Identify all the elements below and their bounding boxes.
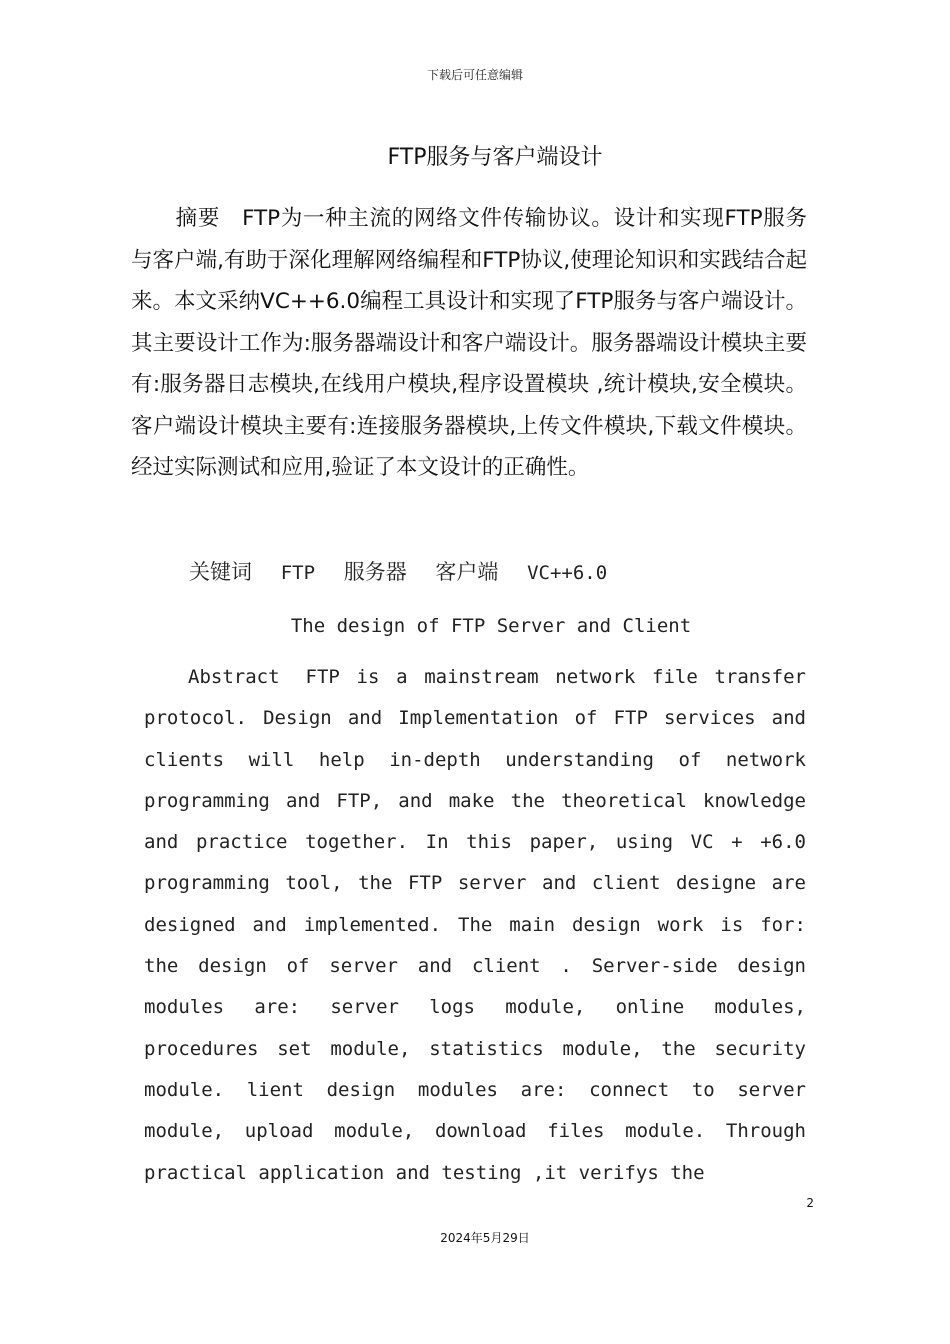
chinese-abstract-label: 摘要 (175, 206, 221, 231)
keyword-item: VC++6.0 (527, 562, 608, 584)
chinese-abstract-text: FTP为一种主流的网络文件传输协议。设计和实现FTP服务与客户端,有助于深化理解网络编程和FTP协议,使理论知识和实践结合起来。本文采纳VC++6.0编程工具设计和实现了FTP服务与客户端设计。其主要设计工作为:服务器端设计和客户端设计。服务器端设计模块主要有:服务器日志模块,在线用户模块,程序设置模块 ,统计模块,安全模块。客户端设计模块主要有:连接服务器模块,上传文件模块,下载文件模块。经过实际测试和应用,验证了本文设计的正确性。 (131, 206, 807, 480)
keywords-line (189, 553, 809, 592)
english-abstract-text: FTP is a mainstream network file transfer protocol. Design and Implementation of FTP services and clients will help in-depth understanding of network programming and FTP, and make the theoretical knowledge and practice together. In this paper, using VC + +6.0 programming tool, the FTP server and client designe are designed and implemented. The main design work is for: the design of server and client . Server-side design modules are: server logs module, online modules, procedures set module, statistics module, the security module. lient design modules are: connect to server module, upload module, download files module. Through practical application and testing ,it verifys the (144, 666, 806, 1184)
english-abstract (144, 657, 806, 1194)
english-abstract-label: Abstract (188, 666, 280, 688)
keyword-item: 客户端 (435, 560, 499, 584)
page-number: 2 (806, 1196, 814, 1210)
header-note: 下载后可任意编辑 (426, 68, 523, 82)
chinese-abstract (131, 198, 807, 489)
english-title: The design of FTP Server and Client (290, 615, 692, 637)
keyword-item: FTP (280, 562, 316, 584)
keywords-label: 关键词 (189, 560, 252, 584)
keyword-item: 服务器 (343, 560, 407, 584)
footer-date: 2024年5月29日 (440, 1231, 530, 1245)
chinese-title: FTP服务与客户端设计 (387, 145, 603, 170)
